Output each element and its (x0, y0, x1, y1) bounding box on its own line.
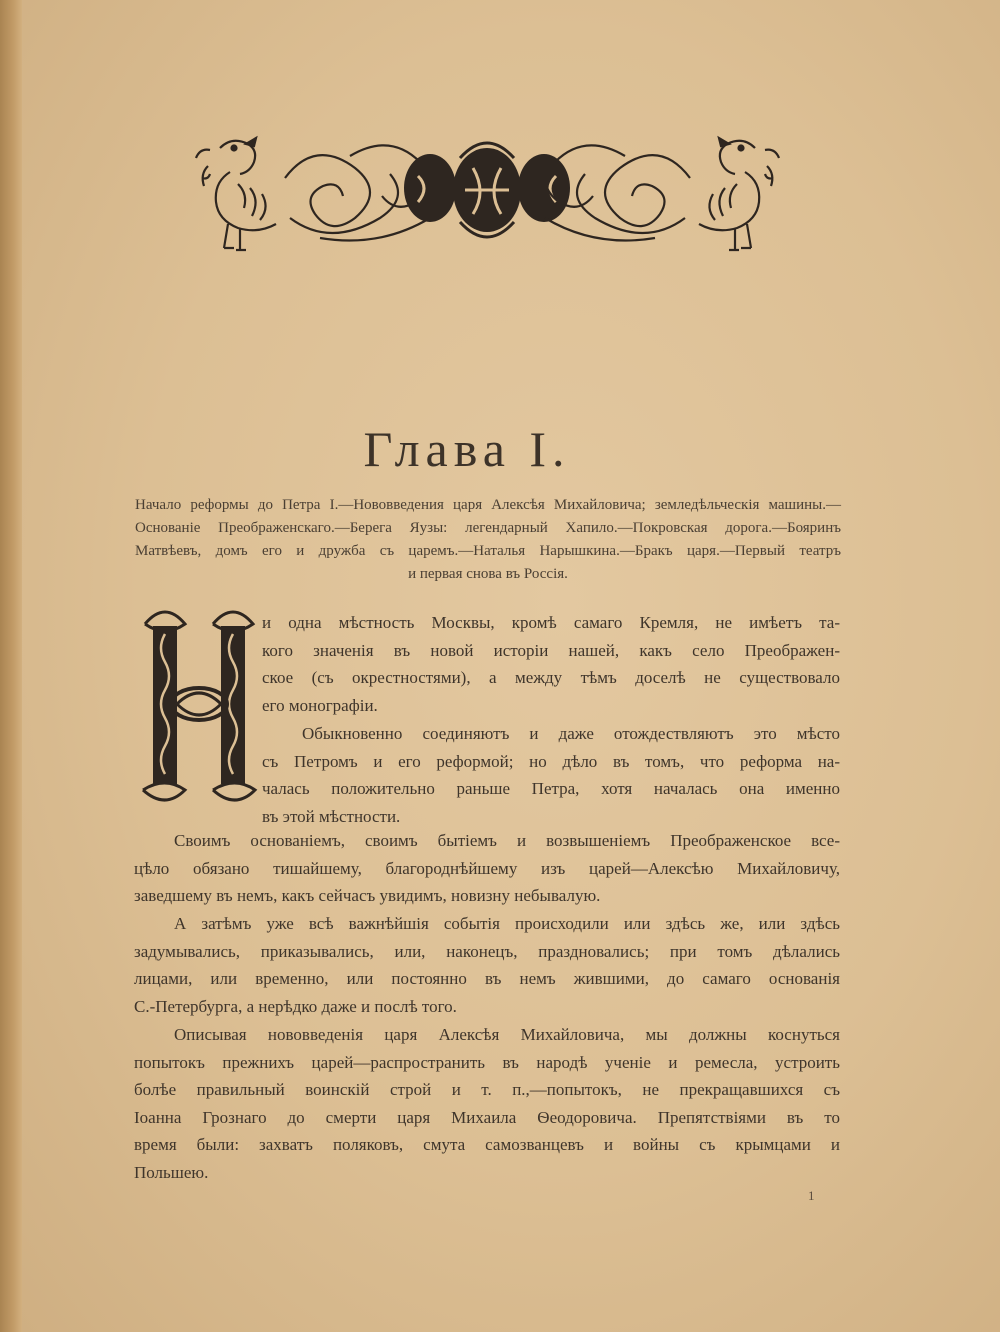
summary-line: и первая снова въ Россія. (408, 566, 568, 582)
text-line: А затѣмъ уже всѣ важнѣйшія событія происходили или здѣсь же, или здѣсь (174, 914, 840, 933)
text-line: цѣло обязано тишайшему, благороднѣйшему изъ царей—Алексѣю Михайловичу, (134, 858, 840, 878)
paragraph (134, 1021, 840, 1186)
text-line: его монографіи. (262, 695, 378, 715)
chapter-title: Глава I. (363, 421, 571, 477)
text-line: чалась положительно раньше Петра, хотя началась она именно (262, 779, 840, 798)
second-paragraph (262, 720, 840, 830)
text-line: Описывая нововведенія царя Алексѣя Михайловича, мы должны коснуться (174, 1025, 840, 1044)
left-bird-icon (196, 138, 276, 250)
text-line: заведшему въ немъ, какъ сейчасъ увидимъ, новизну небывалую. (134, 886, 601, 905)
text-line: Іоанна Грознаго до смерти царя Михаила Ѳеодоровича. Препятствіями въ то (134, 1107, 840, 1127)
summary-line: Матвѣевъ, домъ его и дружба съ царемъ.—Наталья Нарышкина.—Бракъ царя.—Первый театръ (135, 543, 841, 559)
text-line: время были: захватъ поляковъ, смута самозванцевъ и войны съ крымцами и (134, 1135, 840, 1154)
text-line: ское (съ окрестностями), а между тѣмъ доселѣ не существовало (262, 668, 840, 687)
text-line: Обыкновенно соединяютъ и даже отождествляютъ это мѣсто (302, 724, 840, 743)
text-line: лицами, или временно, или постоянно въ немъ жившими, до самаго основанія (134, 969, 840, 988)
decorated-initial-letter (139, 604, 259, 804)
paragraph (134, 827, 840, 910)
text-line: кого значенія въ новой исторіи нашей, какъ село Преображен- (262, 640, 840, 660)
text-line: попытокъ прежнихъ царей—распространить въ народѣ ученіе и ремесла, устроить (134, 1052, 840, 1072)
text-line: въ этой мѣстности. (262, 806, 401, 826)
page-number: 1 (808, 1188, 815, 1203)
summary-line: Начало реформы до Петра I.—Нововведения царя Алексѣя Михайловича; земледѣльческія машины.— (135, 497, 841, 513)
text-line: и одна мѣстность Москвы, кромѣ самаго Кремля, не имѣетъ та- (262, 613, 840, 632)
chapter-summary (135, 494, 841, 586)
text-line: Своимъ основаніемъ, своимъ бытіемъ и возвышеніемъ Преображенское все- (174, 831, 840, 850)
text-line: болѣе правильный воинскій строй и т. п.,—попытокъ, не прекращавшихся съ (134, 1080, 840, 1099)
text-line: Польшею. (134, 1162, 209, 1182)
page-edge (0, 0, 22, 1332)
opening-paragraph (262, 609, 840, 719)
text-line: задумывались, приказывались, или, наконецъ, праздновались; при томъ дѣлались (134, 941, 840, 961)
paragraph (134, 910, 840, 1020)
text-line: С.-Петербурга, а нерѣдко даже и послѣ того. (134, 996, 457, 1016)
summary-line: Основаніе Преображенскаго.—Берега Яузы: легендарный Хапило.—Покровская дорога.—Бояринъ (135, 520, 841, 536)
text-line: съ Петромъ и его реформой; но дѣло въ томъ, что реформа на- (262, 751, 840, 771)
right-bird-icon (699, 138, 779, 250)
ornamental-headpiece (190, 128, 785, 258)
